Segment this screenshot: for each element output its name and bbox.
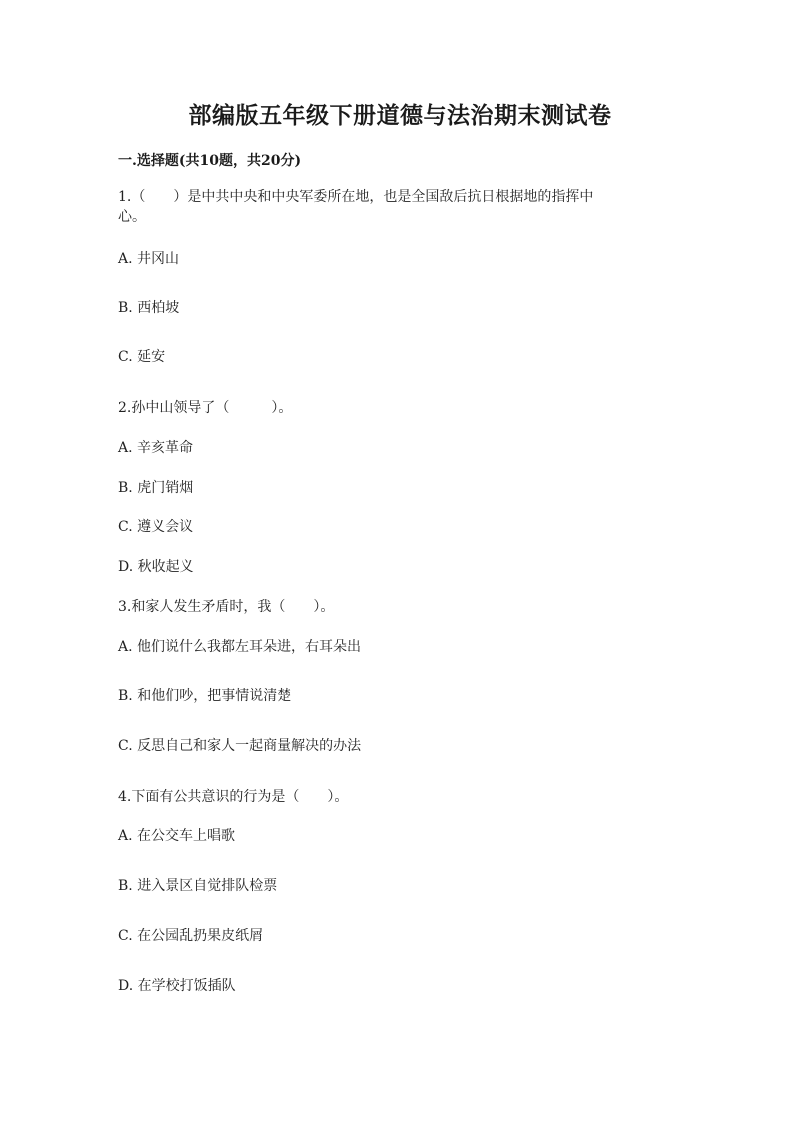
question-4: [118, 787, 348, 807]
question-2-option-b: B. 虎门销烟: [118, 480, 194, 496]
question-4-option-d: D. 在学校打饭插队: [118, 978, 236, 994]
question-3: [118, 597, 334, 617]
question-4-option-b: B. 进入景区自觉排队检票: [118, 878, 278, 894]
section-heading: 一.选择题(共10题，共20分): [118, 153, 302, 169]
question-text: 下面有公共意识的行为是（ ）。: [131, 789, 349, 805]
question-3-option-b: B. 和他们吵，把事情说清楚: [118, 688, 292, 704]
question-1-option-c: C. 延安: [118, 349, 166, 365]
question-2-option-d: D. 秋收起义: [118, 559, 194, 575]
question-1-option-b: B. 西柏坡: [118, 300, 180, 316]
question-number: 4.: [118, 789, 132, 805]
question-number: 2.: [118, 400, 132, 416]
question-2: [118, 398, 292, 418]
question-3-option-a: A. 他们说什么我都左耳朵进，右耳朵出: [118, 639, 362, 655]
question-2-option-a: A. 辛亥革命: [118, 440, 194, 456]
question-3-option-c: C. 反思自己和家人一起商量解决的办法: [118, 738, 362, 754]
question-1: [118, 187, 593, 207]
question-2-option-c: C. 遵义会议: [118, 519, 194, 535]
question-1-continuation: 心。: [118, 209, 146, 225]
question-number: 3.: [118, 599, 132, 615]
question-4-option-a: A. 在公交车上唱歌: [118, 828, 236, 844]
question-text: 孙中山领导了（ ）。: [131, 400, 293, 416]
question-text: （ ）是中共中央和中央军委所在地，也是全国敌后抗日根据地的指挥中: [131, 189, 594, 205]
question-number: 1.: [118, 189, 132, 205]
question-text: 和家人发生矛盾时，我（ ）。: [131, 599, 335, 615]
question-4-option-c: C. 在公园乱扔果皮纸屑: [118, 928, 264, 944]
question-1-option-a: A. 井冈山: [118, 251, 180, 267]
page-title: 部编版五年级下册道德与法治期末测试卷: [188, 102, 612, 129]
